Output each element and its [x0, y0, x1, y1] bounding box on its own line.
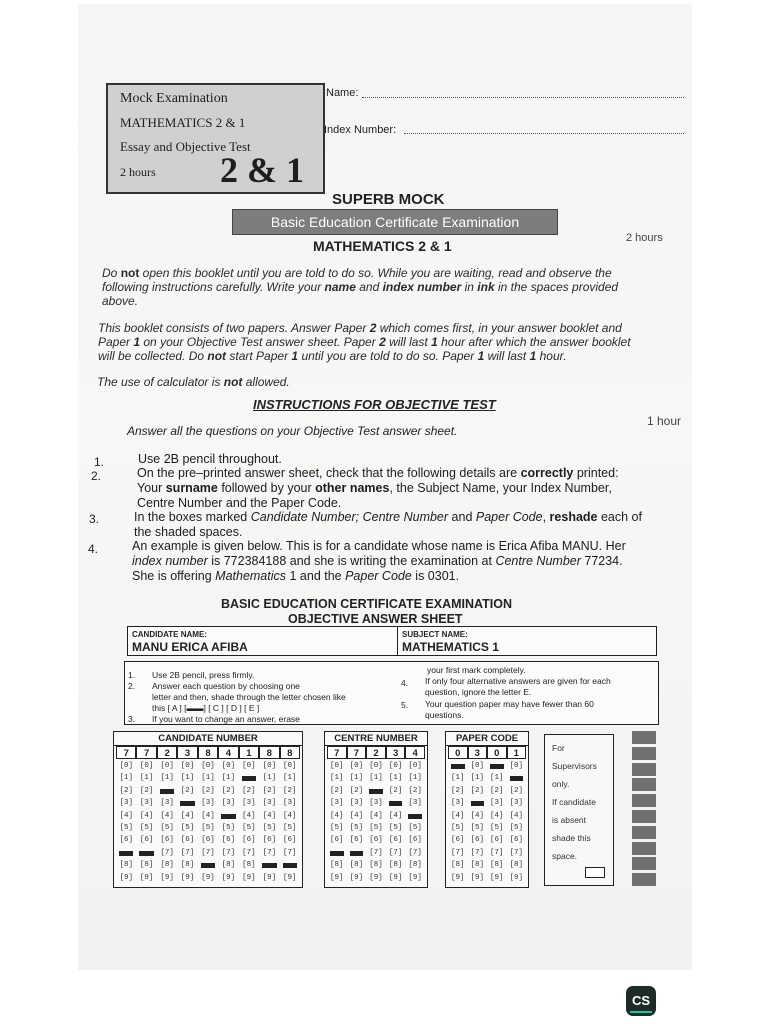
- centre-number-bubble[interactable]: [0]: [388, 762, 403, 770]
- paper-code-bubble[interactable]: [0]: [509, 762, 523, 770]
- sup-text-4: If candidate: [552, 797, 596, 807]
- item-number-2: 2.: [91, 469, 102, 483]
- candidate-number-bubble[interactable]: [5]: [119, 824, 133, 832]
- candidate-number-bubble[interactable]: [4]: [283, 811, 297, 820]
- candidate-number-bubble[interactable]: [0]: [139, 762, 154, 770]
- sheet-item-2c: this [ A ] [▬▬] [ C ] [ D ] [ E ]: [152, 703, 260, 713]
- centre-number-bubble[interactable]: [0]: [408, 762, 422, 770]
- timing-mark: [632, 857, 656, 870]
- candidate-number-bubble[interactable]: [2]: [262, 786, 277, 795]
- centre-number-bubble[interactable]: [366, 786, 386, 797]
- candidate-number-digit: 2: [157, 746, 177, 759]
- candidate-number-bubble[interactable]: [6]: [242, 836, 256, 845]
- absent-shade-box[interactable]: [585, 867, 605, 878]
- candidate-name-box: [127, 626, 398, 656]
- candidate-number-bubble[interactable]: [4]: [160, 811, 174, 820]
- candidate-number-bubble[interactable]: [3]: [242, 799, 256, 808]
- centre-number-bubble[interactable]: [7]: [369, 848, 383, 857]
- paper-code-bubble[interactable]: [6]: [489, 836, 504, 845]
- centre-number-bubble[interactable]: [5]: [330, 824, 344, 832]
- candidate-number-bubble[interactable]: [2]: [180, 786, 195, 795]
- sheet-item-5b: questions.: [425, 710, 464, 720]
- centre-number-digit: 2: [366, 746, 386, 759]
- candidate-number-bubble[interactable]: [6]: [283, 836, 297, 845]
- centre-number-bubble[interactable]: [9]: [349, 873, 364, 882]
- sup-text-3: only.: [552, 779, 570, 789]
- sheet-item-2a: Answer each question by choosing one: [152, 681, 300, 691]
- centre-number-bubble[interactable]: [2]: [408, 786, 422, 795]
- centre-number-bubble[interactable]: [0]: [349, 762, 364, 770]
- paper-code-bubble[interactable]: [5]: [489, 824, 504, 832]
- instruction-paragraph-1: Do not open this booklet until you are told to do so. While you are waiting, read and observe the following instructions carefully. Write your name and index number in ink in the spaces provided above.: [102, 266, 619, 308]
- paper-code-digit: 0: [448, 746, 468, 759]
- centre-number-bubble[interactable]: [8]: [349, 861, 364, 870]
- centre-number-bubble[interactable]: [0]: [330, 762, 344, 770]
- candidate-number-bubble[interactable]: [9]: [119, 873, 133, 882]
- candidate-number-bubble[interactable]: [2]: [221, 786, 236, 795]
- candidate-number-bubble[interactable]: [136, 848, 156, 859]
- candidate-number-bubble[interactable]: [5]: [160, 824, 174, 832]
- candidate-number-bubble[interactable]: [116, 848, 136, 859]
- timing-mark: [632, 747, 656, 760]
- candidate-number-bubble[interactable]: [1]: [180, 774, 195, 783]
- candidate-number-bubble[interactable]: [8]: [221, 861, 236, 870]
- timing-mark: [632, 778, 656, 791]
- sup-text-5: is absent: [552, 815, 587, 825]
- candidate-number-bubble[interactable]: [7]: [221, 848, 236, 857]
- sheet-item-3-number: 3.: [128, 714, 136, 724]
- objective-instruction: Answer all the questions on your Objective Test answer sheet.: [127, 424, 458, 438]
- candidate-number-bubble[interactable]: [7]: [201, 848, 215, 857]
- centre-number-bubble[interactable]: [8]: [330, 861, 344, 870]
- candidate-number-bubble[interactable]: [2]: [201, 786, 215, 795]
- sheet-item-5-number: 5.: [401, 700, 409, 710]
- candidate-number-bubble[interactable]: [6]: [139, 836, 154, 845]
- sheet-item-2b: letter and then, shade through the letter chosen like: [152, 692, 346, 702]
- paper-code-bubble[interactable]: [487, 761, 507, 772]
- sheet-instructions-box: [124, 661, 659, 725]
- sheet-subtitle: OBJECTIVE ANSWER SHEET: [288, 612, 463, 626]
- subject-name-label: SUBJECT NAME:: [402, 630, 468, 639]
- paper-code-bubble[interactable]: [3]: [489, 799, 504, 808]
- candidate-number-bubble[interactable]: [0]: [221, 762, 236, 770]
- candidate-number-bubble[interactable]: [8]: [242, 861, 256, 870]
- paper-code-bubble[interactable]: [3]: [509, 799, 523, 808]
- paper-code-digit: 3: [468, 746, 488, 759]
- total-time: 2 hours: [626, 232, 663, 244]
- timing-mark: [632, 873, 656, 886]
- centre-number-bubble[interactable]: [1]: [369, 774, 383, 783]
- paper-code-bubble[interactable]: [2]: [509, 786, 523, 795]
- candidate-number-bubble[interactable]: [6]: [160, 836, 174, 845]
- centre-number-bubble[interactable]: [2]: [330, 786, 344, 795]
- sup-text-7: space.: [552, 851, 578, 861]
- sup-text-6: shade this: [552, 833, 591, 843]
- instruction-paragraph-2: This booklet consists of two papers. Answer Paper 2 which comes first, in your answer booklet and Paper 1 on your Objective Test answer sheet. Paper 2 will last 1 hour after which the answer booklet will be collected. Do not start Paper 1 until you are told to do so. Paper 1 will last 1 hour.: [98, 321, 631, 363]
- centre-number-bubble[interactable]: [405, 811, 425, 822]
- centre-number-bubble[interactable]: [1]: [408, 774, 422, 783]
- sheet-item-4a: If only four alternative answers are given for each: [425, 676, 611, 686]
- candidate-number-digit: 4: [218, 746, 238, 759]
- centre-number-bubble[interactable]: [5]: [408, 824, 422, 832]
- candidate-number-digit: 8: [259, 746, 279, 759]
- candidate-number-bubble[interactable]: [6]: [180, 836, 195, 845]
- paper-code-bubble[interactable]: [5]: [509, 824, 523, 832]
- candidate-number-bubble[interactable]: [2]: [139, 786, 154, 795]
- candidate-number-bubble[interactable]: [259, 860, 279, 871]
- timing-mark: [632, 810, 656, 823]
- centre-number-grid: [324, 731, 428, 888]
- timing-mark: [632, 731, 656, 744]
- candidate-number-bubble[interactable]: [5]: [262, 824, 277, 832]
- centre-number-bubble[interactable]: [386, 798, 406, 809]
- candidate-number-bubble[interactable]: [2]: [119, 786, 133, 795]
- paper-code-grid: [445, 731, 529, 888]
- exam-duration: 2 hours: [120, 165, 156, 179]
- centre-number-bubble[interactable]: [9]: [369, 873, 383, 882]
- calculator-note: The use of calculator is not allowed.: [97, 375, 290, 389]
- candidate-number-bubble[interactable]: [0]: [180, 762, 195, 770]
- candidate-number-bubble[interactable]: [7]: [242, 848, 256, 857]
- candidate-name-label: CANDIDATE NAME:: [132, 630, 207, 639]
- centre-number-bubble[interactable]: [327, 848, 347, 859]
- candidate-number-bubble[interactable]: [4]: [119, 811, 133, 820]
- exam-type: Mock Examination: [120, 91, 228, 106]
- centre-number-label: CENTRE NUMBER: [325, 732, 427, 746]
- centre-number-bubble[interactable]: [8]: [408, 861, 422, 870]
- candidate-number-bubble[interactable]: [3]: [221, 799, 236, 808]
- centre-number-bubble[interactable]: [4]: [330, 811, 344, 820]
- candidate-number-bubble[interactable]: [1]: [201, 774, 215, 783]
- centre-number-bubble[interactable]: [1]: [330, 774, 344, 783]
- candidate-number-bubble[interactable]: [0]: [119, 762, 133, 770]
- paper-code-bubble[interactable]: [7]: [450, 848, 465, 857]
- candidate-number-bubble[interactable]: [7]: [283, 848, 297, 857]
- paper-code-bubble[interactable]: [1]: [489, 774, 504, 783]
- paper-code-bubble[interactable]: [2]: [470, 786, 484, 795]
- candidate-number-bubble[interactable]: [7]: [262, 848, 277, 857]
- centre-number-bubble[interactable]: [3]: [349, 799, 364, 808]
- objective-heading: INSTRUCTIONS FOR OBJECTIVE TEST: [253, 397, 496, 412]
- sheet-title: BASIC EDUCATION CERTIFICATE EXAMINATION: [221, 597, 512, 611]
- candidate-number-bubble[interactable]: [8]: [180, 861, 195, 870]
- centre-number-bubble[interactable]: [4]: [388, 811, 403, 820]
- candidate-number-bubble[interactable]: [239, 773, 259, 784]
- centre-number-bubble[interactable]: [4]: [349, 811, 364, 820]
- centre-number-bubble[interactable]: [3]: [369, 799, 383, 808]
- candidate-number-label: CANDIDATE NUMBER: [114, 732, 302, 746]
- candidate-number-bubble[interactable]: [1]: [283, 774, 297, 783]
- candidate-number-bubble[interactable]: [3]: [139, 799, 154, 808]
- candidate-number-bubble[interactable]: [218, 811, 238, 822]
- candidate-number-bubble[interactable]: [3]: [160, 799, 174, 808]
- supervisors-box: [544, 734, 614, 886]
- paper-code-bubble[interactable]: [5]: [470, 824, 484, 832]
- candidate-number-bubble[interactable]: [1]: [262, 774, 277, 783]
- candidate-number-bubble[interactable]: [8]: [160, 861, 174, 870]
- candidate-number-bubble[interactable]: [5]: [283, 824, 297, 832]
- paper-code-bubble[interactable]: [1]: [450, 774, 465, 783]
- paper-code-bubble[interactable]: [9]: [509, 873, 523, 882]
- candidate-number-bubble[interactable]: [0]: [242, 762, 256, 770]
- item-number-4: 4.: [88, 542, 99, 556]
- candidate-number-digit: 7: [136, 746, 156, 759]
- sup-text-1: For: [552, 743, 565, 753]
- index-number-field[interactable]: [404, 133, 684, 134]
- instruction-item-2: On the pre–printed answer sheet, check that the following details are correctly printed: Your surname followed by your other names, the Subject Name, your Index Number, Centre Number and the Paper Code.: [137, 466, 619, 510]
- centre-number-bubble[interactable]: [5]: [369, 824, 383, 832]
- candidate-number-digit: 8: [198, 746, 218, 759]
- candidate-number-bubble[interactable]: [9]: [201, 873, 215, 882]
- paper-code-bubble[interactable]: [0]: [470, 762, 484, 770]
- centre-number-bubble[interactable]: [8]: [388, 861, 403, 870]
- instruction-item-4: An example is given below. This is for a candidate whose name is Erica Afiba MANU. Her index number is 772384188 and she is writing the examination at Centre Number 77234. She is offering Mathematics 1 and the Paper Code is 0301.: [132, 539, 626, 583]
- candidate-number-digit: 1: [239, 746, 259, 759]
- sheet-item-5a: Your question paper may have fewer than 60: [425, 699, 594, 709]
- candidate-name-value: MANU ERICA AFIBA: [132, 640, 248, 654]
- candidate-number-bubble[interactable]: [5]: [221, 824, 236, 832]
- candidate-number-bubble[interactable]: [0]: [283, 762, 297, 770]
- mock-title: SUPERB MOCK: [332, 191, 445, 208]
- candidate-number-bubble[interactable]: [7]: [160, 848, 174, 857]
- candidate-number-bubble[interactable]: [9]: [221, 873, 236, 882]
- subject-name-value: MATHEMATICS 1: [402, 640, 499, 654]
- candidate-number-bubble[interactable]: [2]: [242, 786, 256, 795]
- paper-code-bubble[interactable]: [6]: [509, 836, 523, 845]
- candidate-number-bubble[interactable]: [4]: [242, 811, 256, 820]
- candidate-number-bubble[interactable]: [9]: [180, 873, 195, 882]
- candidate-number-bubble[interactable]: [5]: [242, 824, 256, 832]
- centre-number-bubble[interactable]: [3]: [408, 799, 422, 808]
- candidate-number-bubble[interactable]: [6]: [262, 836, 277, 845]
- candidate-number-bubble[interactable]: [4]: [201, 811, 215, 820]
- centre-number-bubble[interactable]: [4]: [369, 811, 383, 820]
- candidate-number-bubble[interactable]: [7]: [180, 848, 195, 857]
- centre-number-digit: 7: [327, 746, 347, 759]
- centre-number-bubble[interactable]: [1]: [349, 774, 364, 783]
- sheet-item-3b: your first mark completely.: [427, 665, 526, 675]
- candidate-number-bubble[interactable]: [1]: [119, 774, 133, 783]
- candidate-number-bubble[interactable]: [3]: [283, 799, 297, 808]
- centre-number-bubble[interactable]: [6]: [349, 836, 364, 845]
- centre-number-bubble[interactable]: [9]: [388, 873, 403, 882]
- item-number-1: 1.: [94, 455, 105, 469]
- sheet-item-4-number: 4.: [401, 678, 409, 688]
- instruction-item-3: In the boxes marked Candidate Number; Centre Number and Paper Code, reshade each of the shaded spaces.: [134, 510, 642, 539]
- centre-number-digit: 3: [386, 746, 406, 759]
- paper-code-bubble[interactable]: [8]: [450, 861, 465, 870]
- candidate-number-bubble[interactable]: [9]: [139, 873, 154, 882]
- paper-code-bubble[interactable]: [8]: [489, 861, 504, 870]
- subject-name-box: [397, 626, 657, 656]
- camscanner-logo: CS: [626, 986, 656, 1016]
- candidate-number-bubble[interactable]: [6]: [221, 836, 236, 845]
- paper-code-digit: 1: [507, 746, 527, 759]
- paper-code-bubble[interactable]: [468, 798, 488, 809]
- paper-code-bubble[interactable]: [9]: [489, 873, 504, 882]
- paper-code-bubble[interactable]: [9]: [470, 873, 484, 882]
- candidate-number-bubble[interactable]: [6]: [201, 836, 215, 845]
- paper-number-large: 2 & 1: [220, 150, 304, 190]
- paper-code-bubble[interactable]: [7]: [509, 848, 523, 857]
- paper-code-bubble[interactable]: [1]: [470, 774, 484, 783]
- candidate-number-bubble[interactable]: [3]: [119, 799, 133, 808]
- candidate-number-bubble[interactable]: [0]: [160, 762, 174, 770]
- candidate-number-grid: [113, 731, 303, 888]
- candidate-number-bubble[interactable]: [2]: [283, 786, 297, 795]
- timing-mark: [632, 826, 656, 839]
- candidate-number-bubble[interactable]: [5]: [180, 824, 195, 832]
- objective-time: 1 hour: [647, 414, 682, 428]
- paper-code-bubble[interactable]: [6]: [470, 836, 484, 845]
- paper-code-bubble[interactable]: [2]: [489, 786, 504, 795]
- sheet-item-1-number: 1.: [128, 670, 136, 680]
- paper-code-bubble[interactable]: [8]: [509, 861, 523, 870]
- item-number-3: 3.: [89, 512, 100, 526]
- centre-number-bubble[interactable]: [6]: [369, 836, 383, 845]
- candidate-number-bubble[interactable]: [0]: [201, 762, 215, 770]
- paper-code-digit: 0: [487, 746, 507, 759]
- centre-number-digit: 7: [347, 746, 367, 759]
- paper-code-bubble[interactable]: [6]: [450, 836, 465, 845]
- centre-number-bubble[interactable]: [1]: [388, 774, 403, 783]
- candidate-number-bubble[interactable]: [1]: [221, 774, 236, 783]
- candidate-number-bubble[interactable]: [8]: [119, 861, 133, 870]
- candidate-number-bubble[interactable]: [177, 798, 197, 809]
- subject-title: MATHEMATICS 2 & 1: [313, 238, 452, 254]
- candidate-number-bubble[interactable]: [3]: [262, 799, 277, 808]
- sup-text-2: Supervisors: [552, 761, 597, 771]
- candidate-number-bubble[interactable]: [4]: [139, 811, 154, 820]
- centre-number-bubble[interactable]: [6]: [388, 836, 403, 845]
- candidate-number-bubble[interactable]: [157, 786, 177, 797]
- paper-code-bubble[interactable]: [5]: [450, 824, 465, 832]
- candidate-number-bubble[interactable]: [9]: [262, 873, 277, 882]
- candidate-number-digit: 8: [280, 746, 300, 759]
- sheet-item-3: If you want to change an answer, erase: [152, 714, 300, 724]
- timing-mark: [632, 763, 656, 776]
- timing-mark: [632, 794, 656, 807]
- candidate-number-bubble[interactable]: [5]: [139, 824, 154, 832]
- candidate-number-digit: 7: [116, 746, 136, 759]
- paper-code-bubble[interactable]: [3]: [450, 799, 465, 808]
- candidate-number-bubble[interactable]: [3]: [201, 799, 215, 808]
- centre-number-bubble[interactable]: [7]: [408, 848, 422, 857]
- candidate-number-bubble[interactable]: [280, 860, 300, 871]
- candidate-number-bubble[interactable]: [4]: [180, 811, 195, 820]
- paper-code-bubble[interactable]: [4]: [450, 811, 465, 820]
- paper-code-bubble[interactable]: [4]: [470, 811, 484, 820]
- candidate-number-digit: 3: [177, 746, 197, 759]
- centre-number-bubble[interactable]: [9]: [330, 873, 344, 882]
- index-number-label: Index Number:: [324, 124, 397, 136]
- centre-number-digit: 4: [405, 746, 425, 759]
- exam-papers: Essay and Objective Test: [120, 139, 251, 154]
- sheet-item-1: Use 2B pencil, press firmly.: [152, 670, 255, 680]
- centre-number-bubble[interactable]: [5]: [388, 824, 403, 832]
- centre-number-bubble[interactable]: [9]: [408, 873, 422, 882]
- candidate-number-bubble[interactable]: [4]: [262, 811, 277, 820]
- candidate-number-bubble[interactable]: [6]: [119, 836, 133, 845]
- paper-code-label: PAPER CODE: [446, 732, 528, 746]
- name-field[interactable]: [362, 97, 684, 98]
- candidate-number-bubble[interactable]: [9]: [242, 873, 256, 882]
- centre-number-bubble[interactable]: [7]: [388, 848, 403, 857]
- timing-mark: [632, 842, 656, 855]
- candidate-number-bubble[interactable]: [9]: [283, 873, 297, 882]
- candidate-number-bubble[interactable]: [1]: [160, 774, 174, 783]
- candidate-number-bubble[interactable]: [0]: [262, 762, 277, 770]
- candidate-number-bubble[interactable]: [9]: [160, 873, 174, 882]
- candidate-number-bubble[interactable]: [8]: [139, 861, 154, 870]
- paper-code-bubble[interactable]: [507, 773, 527, 784]
- name-label: Name:: [326, 87, 359, 99]
- centre-number-bubble[interactable]: [6]: [330, 836, 344, 845]
- centre-number-bubble[interactable]: [5]: [349, 824, 364, 832]
- sheet-item-2-number: 2.: [128, 681, 136, 691]
- centre-number-bubble[interactable]: [2]: [349, 786, 364, 795]
- paper-code-bubble[interactable]: [2]: [450, 786, 465, 795]
- paper-code-bubble[interactable]: [4]: [509, 811, 523, 820]
- exam-subject: MATHEMATICS 2 & 1: [120, 115, 246, 130]
- centre-number-bubble[interactable]: [8]: [369, 861, 383, 870]
- paper-code-bubble[interactable]: [4]: [489, 811, 504, 820]
- sheet-item-4b: question, ignore the letter E.: [425, 687, 532, 697]
- paper-code-bubble[interactable]: [448, 761, 468, 772]
- exam-info-box: [106, 83, 325, 194]
- centre-number-bubble[interactable]: [2]: [388, 786, 403, 795]
- candidate-number-bubble[interactable]: [198, 860, 218, 871]
- paper-code-bubble[interactable]: [7]: [470, 848, 484, 857]
- centre-number-bubble[interactable]: [0]: [369, 762, 383, 770]
- instruction-item-1: Use 2B pencil throughout.: [138, 452, 282, 466]
- candidate-number-bubble[interactable]: [1]: [139, 774, 154, 783]
- centre-number-bubble[interactable]: [3]: [330, 799, 344, 808]
- paper-code-bubble[interactable]: [9]: [450, 873, 465, 882]
- centre-number-bubble[interactable]: [6]: [408, 836, 422, 845]
- paper-code-bubble[interactable]: [8]: [470, 861, 484, 870]
- centre-number-bubble[interactable]: [347, 848, 367, 859]
- candidate-number-bubble[interactable]: [5]: [201, 824, 215, 832]
- paper-code-bubble[interactable]: [7]: [489, 848, 504, 857]
- exam-banner: Basic Education Certificate Examination: [232, 209, 558, 235]
